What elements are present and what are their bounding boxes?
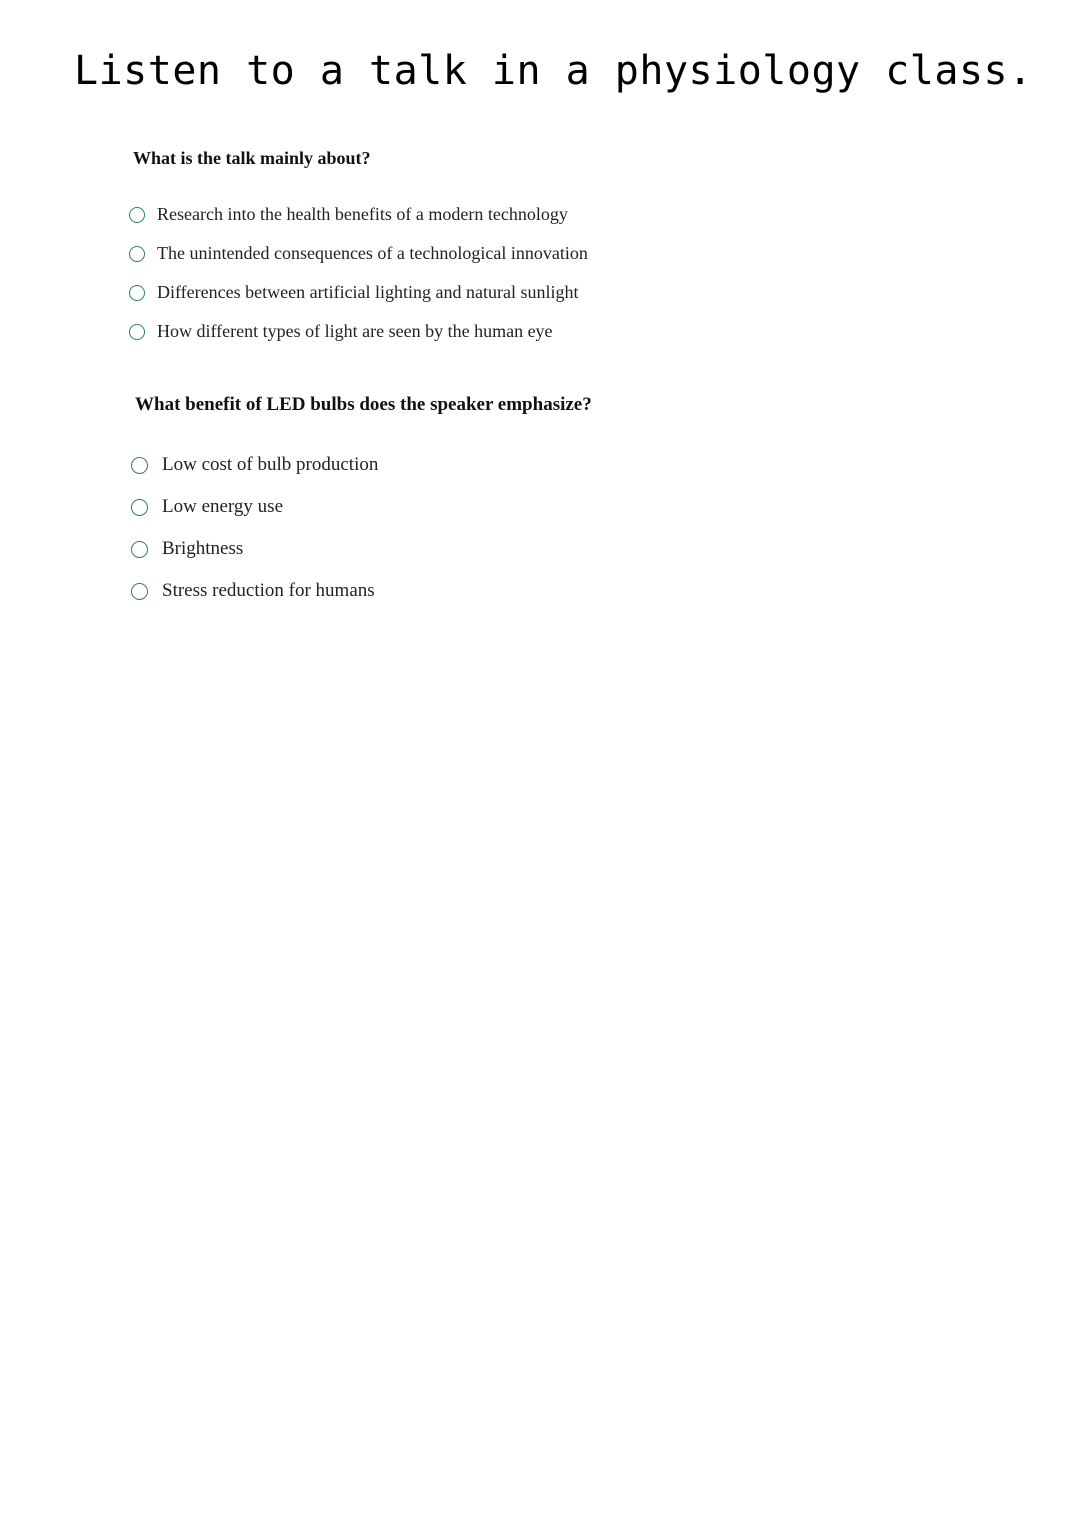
option-label: Research into the health benefits of a modern technology — [157, 204, 568, 224]
answer-option[interactable] — [0, 234, 1080, 273]
radio-button-icon[interactable] — [129, 285, 145, 301]
radio-button-icon[interactable] — [131, 499, 148, 516]
option-label: Low energy use — [162, 496, 284, 517]
option-label: Stress reduction for humans — [162, 580, 375, 601]
answer-options — [0, 444, 1080, 612]
radio-button-icon[interactable] — [129, 207, 145, 223]
radio-button-icon[interactable] — [131, 541, 148, 558]
option-label: How different types of light are seen by the human eye — [157, 321, 553, 341]
question-text: What is the talk mainly about? — [133, 148, 371, 168]
answer-option[interactable] — [0, 444, 1080, 486]
answer-option[interactable] — [0, 195, 1080, 234]
question-text: What benefit of LED bulbs does the speaker emphasize? — [135, 394, 592, 415]
answer-option[interactable] — [0, 570, 1080, 612]
answer-option[interactable] — [0, 273, 1080, 312]
answer-options — [0, 195, 1080, 351]
answer-option[interactable] — [0, 312, 1080, 351]
option-label: Low cost of bulb production — [162, 454, 379, 475]
answer-option[interactable] — [0, 528, 1080, 570]
option-label: Brightness — [162, 538, 244, 559]
radio-button-icon[interactable] — [131, 583, 148, 600]
page-title: Listen to a talk in a physiology class. — [74, 48, 1033, 94]
option-label: Differences between artificial lighting and natural sunlight — [157, 282, 579, 302]
radio-button-icon[interactable] — [129, 246, 145, 262]
radio-button-icon[interactable] — [131, 457, 148, 474]
option-label: The unintended consequences of a technological innovation — [157, 243, 588, 263]
radio-button-icon[interactable] — [129, 324, 145, 340]
answer-option[interactable] — [0, 486, 1080, 528]
